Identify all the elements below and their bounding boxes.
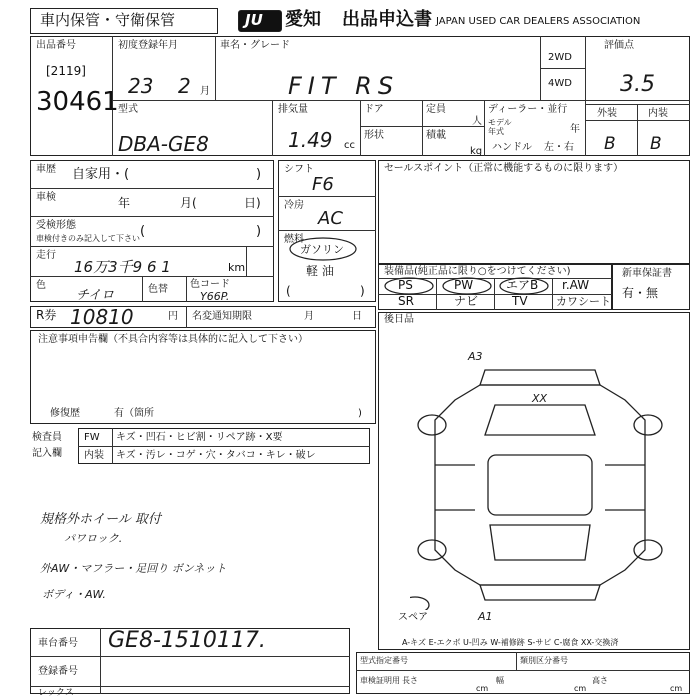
drive-2wd: 2WD bbox=[548, 52, 572, 63]
diagram-legend: A-キズ E-エクボ U-凹み W-補修跡 S-サビ C-腐食 XX-交換済 bbox=[402, 638, 619, 647]
handle-label: ハンドル bbox=[492, 142, 532, 153]
exterior-grade: B bbox=[604, 134, 616, 154]
warranty-value: 有・無 bbox=[622, 286, 659, 300]
sales-point-label: セールスポイント（正常に機能するものに限ります） bbox=[384, 163, 624, 174]
mileage-value: 16万3千9 6 1 bbox=[74, 258, 171, 276]
recycle-unit: 円 bbox=[168, 311, 178, 322]
inspection-year: 年 bbox=[118, 196, 131, 210]
model-name-label: 車名・グレード bbox=[220, 40, 290, 51]
inspection-month: 月( bbox=[180, 196, 197, 210]
equip-airbag: エアB bbox=[506, 278, 539, 292]
mileage-unit: km bbox=[228, 261, 246, 274]
diagram-bottom-mark: A1 bbox=[478, 610, 493, 623]
diagram-xx-mark: XX bbox=[532, 392, 548, 405]
year-unit: 年 bbox=[570, 124, 580, 135]
score-label: 評価点 bbox=[604, 40, 634, 51]
note-line3: 外AW・マフラー・足回り ボンネット bbox=[40, 562, 227, 575]
inspector-label1: 検査員 bbox=[32, 432, 62, 443]
load-label: 積載 bbox=[426, 130, 446, 141]
color-code-value: Y66P. bbox=[200, 290, 230, 303]
equip-tv: TV bbox=[512, 294, 528, 308]
inspector-row2-items: キズ・汚レ・コゲ・穴・タバコ・キレ・破レ bbox=[116, 450, 316, 461]
mileage-label: 走行 bbox=[36, 250, 56, 261]
name-change-day: 日 bbox=[352, 311, 362, 322]
sales-point-frame bbox=[378, 160, 690, 264]
door-label: ドア bbox=[364, 104, 384, 115]
type-value: DBA-GE8 bbox=[118, 132, 209, 156]
receive-note: 車検付きのみ記入して下さい bbox=[36, 234, 140, 243]
history-close: ) bbox=[256, 167, 262, 182]
drive-4wd: 4WD bbox=[548, 78, 572, 89]
model-name: FIT RS bbox=[288, 72, 400, 100]
note-line2: パワロック. bbox=[64, 532, 123, 545]
dim-height: 高さ bbox=[592, 676, 608, 685]
ac-value: AC bbox=[318, 208, 343, 229]
inspector-row2-head: 内装 bbox=[84, 450, 104, 461]
name-change-label: 名変通知期限 bbox=[192, 311, 252, 322]
displacement-unit: cc bbox=[344, 140, 355, 151]
fuel-diesel: 軽 油 bbox=[306, 264, 334, 278]
equipment-circles bbox=[382, 276, 562, 296]
displacement-value: 1.49 bbox=[288, 128, 333, 152]
dim-length-unit: cm bbox=[476, 684, 489, 693]
dim-length: 長さ bbox=[402, 676, 418, 685]
dim-width-unit: cm bbox=[574, 684, 587, 693]
equip-sr: SR bbox=[398, 294, 414, 308]
exterior-label: 外装 bbox=[597, 108, 617, 119]
receive-open: ( bbox=[140, 224, 146, 239]
load-unit: kg bbox=[470, 146, 483, 157]
name-change-month: 月 bbox=[304, 311, 314, 322]
score-value: 3.5 bbox=[620, 72, 655, 97]
warranty-label: 新車保証書 bbox=[622, 268, 672, 279]
color-code-label: 色コード bbox=[190, 279, 230, 290]
first-reg-year: 23 bbox=[128, 74, 154, 98]
inspector-row1-items: キズ・凹石・ヒビ割・リペア跡・X要 bbox=[116, 432, 283, 443]
org-name: 愛知 bbox=[285, 9, 321, 30]
ac-label: 冷房 bbox=[284, 200, 304, 211]
repair-close: ) bbox=[358, 408, 362, 419]
history-frame bbox=[30, 160, 274, 302]
equipment-label: 装備品(純正品に限り○をつけてください) bbox=[384, 266, 571, 277]
chassis-value: GE8-1510117. bbox=[108, 628, 266, 653]
dealer-label: ディーラー・並行 bbox=[488, 104, 568, 115]
shape-label: 形状 bbox=[364, 130, 384, 141]
lot-label: 出品番号 bbox=[36, 40, 76, 51]
month-unit: 月 bbox=[200, 86, 210, 97]
fuel-label: 燃料 bbox=[284, 234, 304, 245]
history-value: 自家用・( bbox=[72, 167, 130, 182]
ju-logo: JU bbox=[245, 11, 263, 29]
category-label: 類別区分番号 bbox=[520, 656, 568, 665]
repair-label: 修復歴 bbox=[50, 408, 80, 419]
org-english: JAPAN USED CAR DEALERS ASSOCIATION bbox=[436, 16, 641, 27]
capacity-unit: 人 bbox=[472, 116, 482, 127]
diagram-top-mark: A3 bbox=[468, 350, 483, 363]
equip-pw: PW bbox=[454, 278, 474, 292]
equip-navi: ナビ bbox=[454, 294, 479, 308]
shift-value: F6 bbox=[312, 174, 334, 195]
lot-number: 30461 bbox=[36, 87, 119, 117]
note-line1: 規格外ホイール 取付 bbox=[40, 512, 161, 527]
fuel-gas: ガソリン bbox=[300, 243, 344, 256]
interior-label: 内装 bbox=[648, 108, 668, 119]
recycle-label: R券 bbox=[36, 308, 57, 322]
caution-label: 注意事項申告欄（不具合内容等は具体的に記入して下さい） bbox=[38, 334, 308, 345]
color-label: 色 bbox=[36, 280, 46, 291]
fuel-close: ) bbox=[360, 284, 365, 298]
model-year-label2: 年式 bbox=[488, 127, 504, 136]
interior-grade: B bbox=[650, 134, 662, 154]
dim-width: 幅 bbox=[496, 676, 504, 685]
history-label: 車歴 bbox=[36, 164, 56, 175]
bottom-cut-label: レックス bbox=[38, 688, 74, 698]
dim-height-unit: cm bbox=[670, 684, 683, 693]
lot-sub: [2119] bbox=[46, 64, 86, 78]
equip-aw: r.AW bbox=[562, 278, 590, 292]
inspector-row1-head: FW bbox=[84, 432, 100, 443]
spec-number-label: 型式指定番号 bbox=[360, 656, 408, 665]
fuel-gas-circle bbox=[288, 236, 358, 262]
type-label: 型式 bbox=[118, 104, 138, 115]
spare-label: スペア bbox=[398, 612, 428, 623]
receive-label: 受検形態 bbox=[36, 220, 76, 231]
form-title: 出品申込書 bbox=[342, 9, 432, 30]
shift-label: シフト bbox=[284, 164, 314, 175]
storage-label: 車内保管・守衛保管 bbox=[40, 11, 176, 29]
equip-seat: カワシート bbox=[556, 295, 611, 308]
capacity-label: 定員 bbox=[426, 104, 446, 115]
inspection-day: 日) bbox=[244, 196, 261, 210]
chassis-label: 車台番号 bbox=[38, 638, 78, 649]
model-year-label: モデル bbox=[488, 118, 512, 127]
cert-label: 車検証明用 bbox=[360, 676, 400, 685]
inspection-label: 車検 bbox=[36, 192, 56, 203]
color-change-label: 色替 bbox=[148, 284, 168, 295]
rear-seat-label: 後日品 bbox=[384, 314, 414, 325]
note-line4: ボディ・AW. bbox=[42, 588, 106, 601]
repair-value: 有（箇所 bbox=[114, 408, 154, 419]
first-reg-month: 2 bbox=[178, 74, 191, 98]
fuel-open: ( bbox=[286, 284, 291, 298]
color-value: チイロ bbox=[76, 288, 115, 303]
first-reg-label: 初度登録年月 bbox=[118, 40, 178, 51]
equip-ps: PS bbox=[398, 278, 413, 292]
handle-value: 左・右 bbox=[544, 142, 574, 153]
receive-close: ) bbox=[256, 224, 262, 239]
inspector-label2: 記入欄 bbox=[32, 448, 62, 459]
recycle-value: 10810 bbox=[70, 305, 134, 329]
reg-number-label: 登録番号 bbox=[38, 666, 78, 677]
displacement-label: 排気量 bbox=[278, 104, 308, 115]
